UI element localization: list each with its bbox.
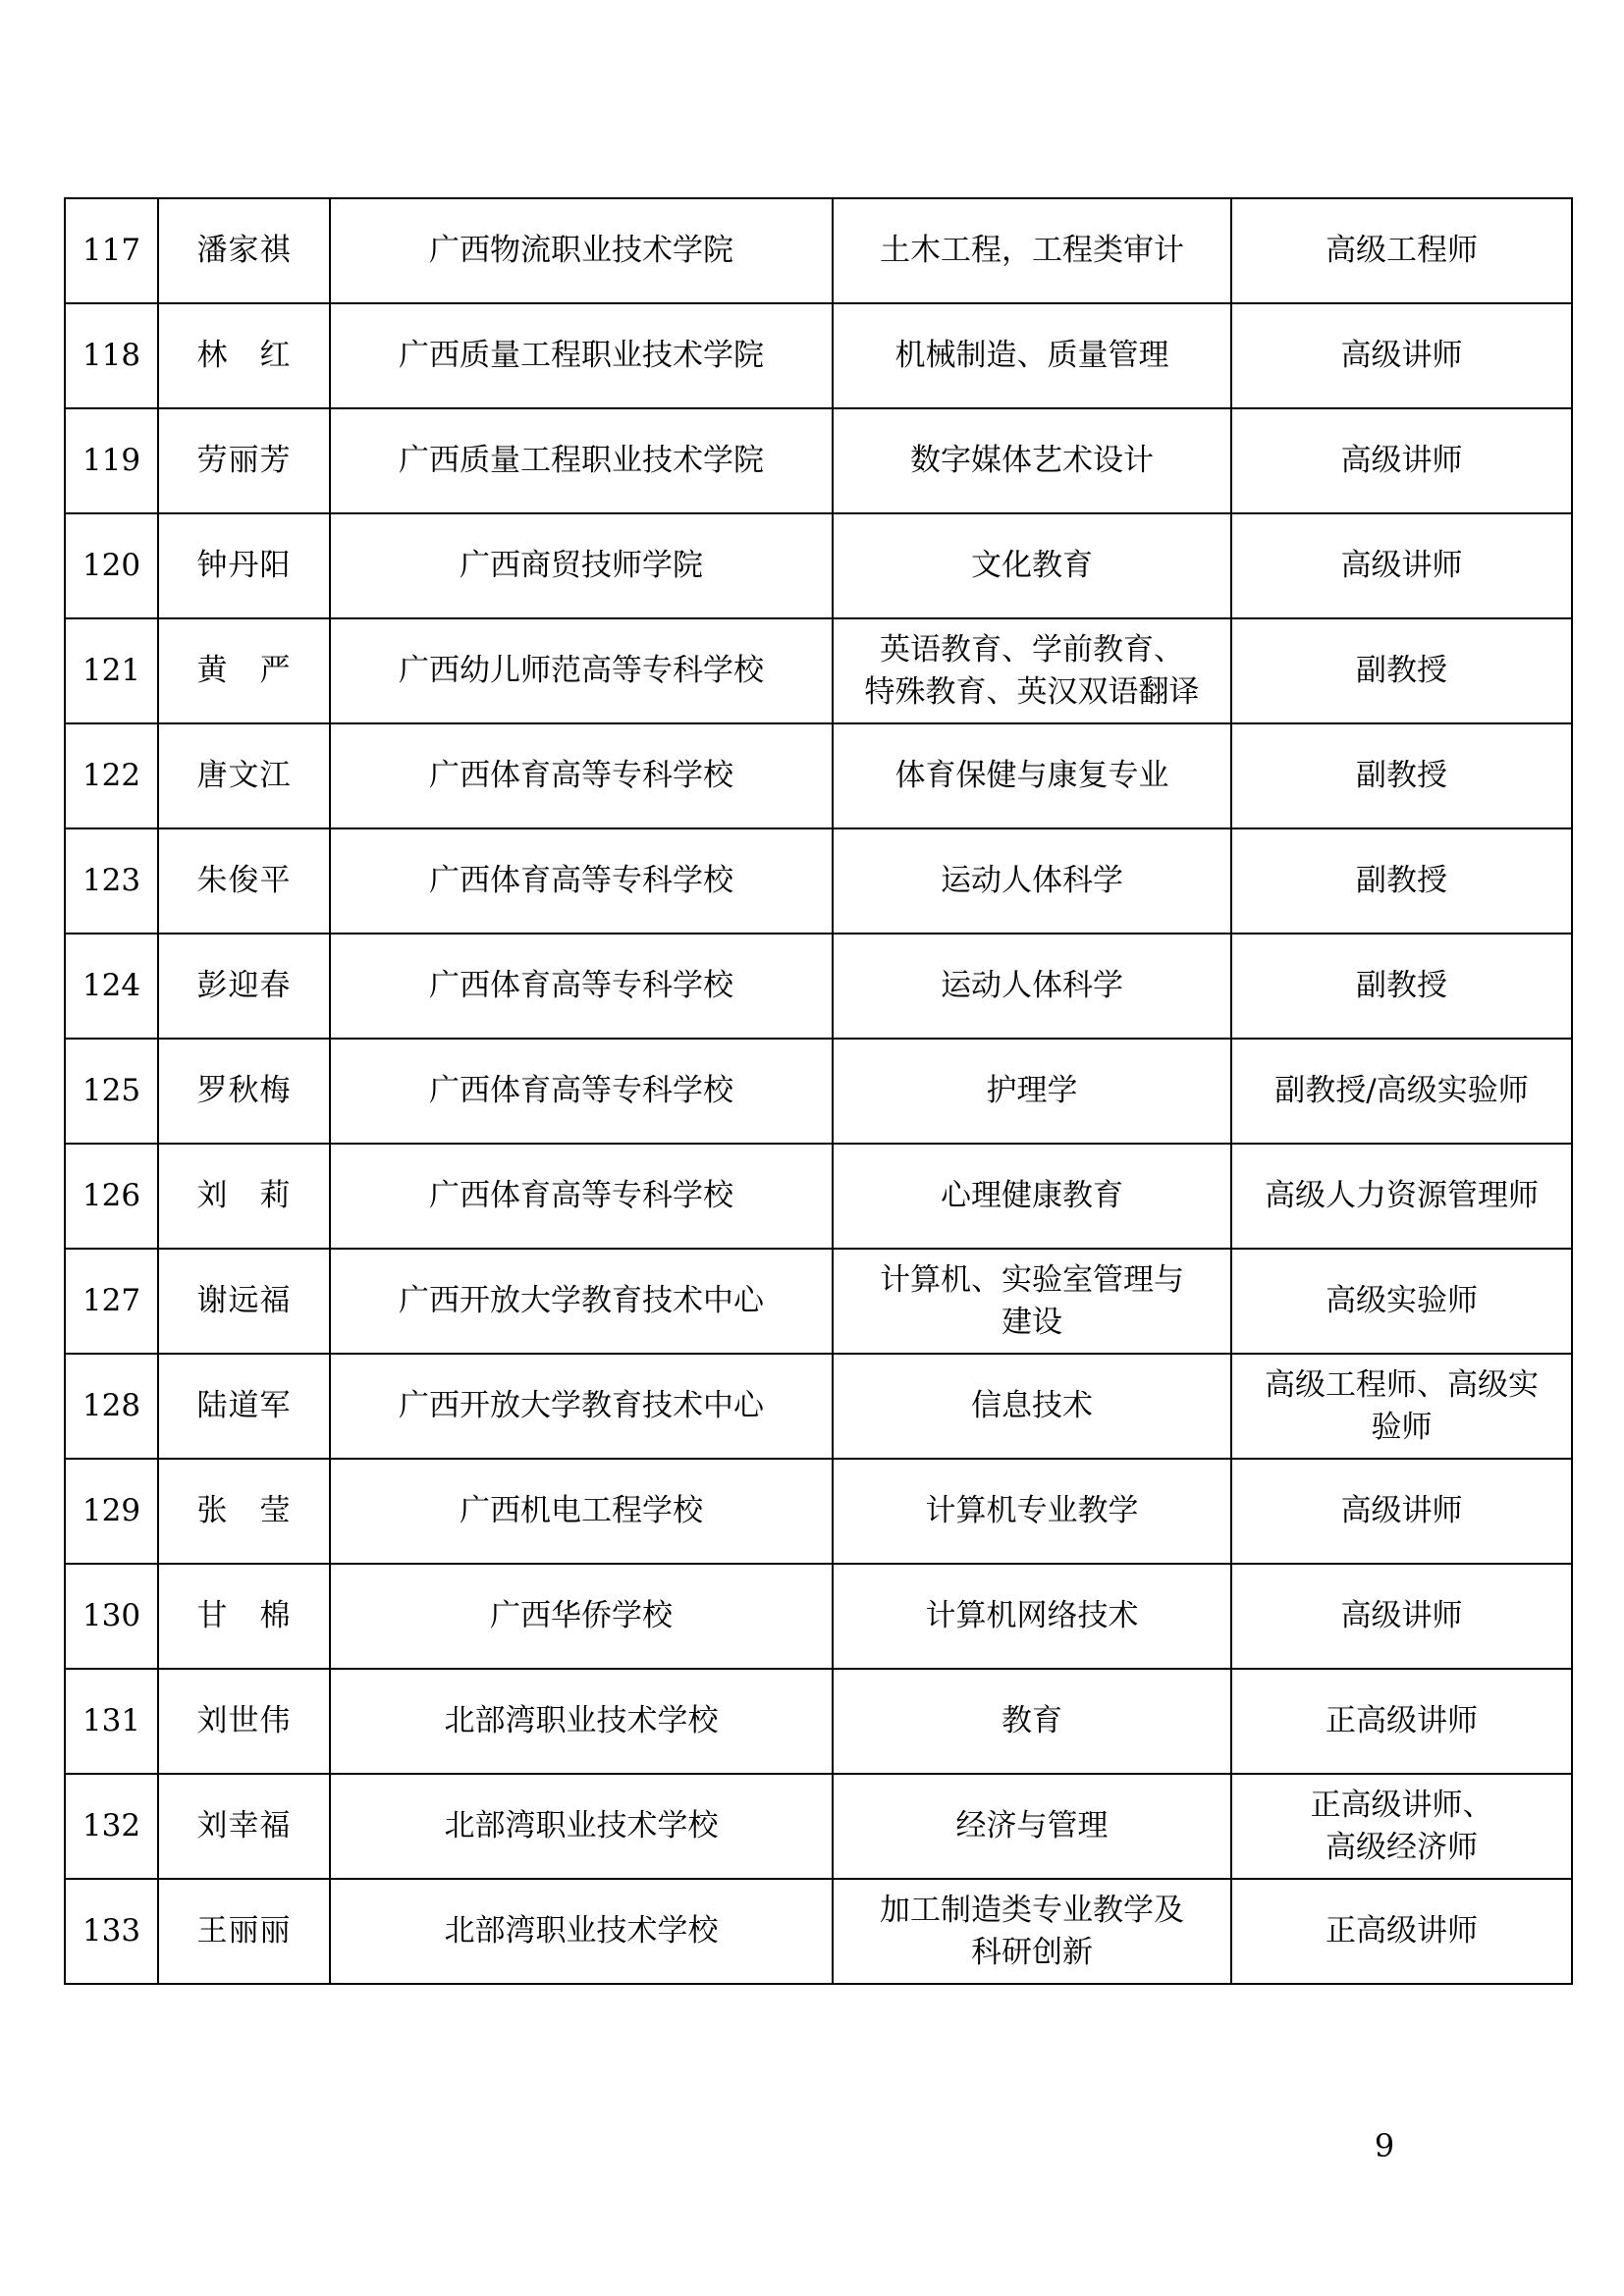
person-name-cell: 林 红 (158, 303, 330, 408)
professional-title-cell: 高级实验师 (1231, 1249, 1572, 1354)
row-number-cell: 125 (65, 1039, 158, 1144)
roster-table (64, 197, 1573, 1985)
professional-title-cell: 副教授 (1231, 934, 1572, 1039)
person-name-cell: 甘 棉 (158, 1564, 330, 1669)
table-row (65, 198, 1572, 303)
table-row (65, 1144, 1572, 1249)
row-number-cell: 124 (65, 934, 158, 1039)
major-cell: 运动人体科学 (833, 934, 1231, 1039)
major-cell: 护理学 (833, 1039, 1231, 1144)
table-row (65, 1354, 1572, 1459)
major-cell: 教育 (833, 1669, 1231, 1774)
person-name-cell: 潘家祺 (158, 198, 330, 303)
table-row (65, 408, 1572, 513)
school-cell: 广西幼儿师范高等专科学校 (330, 618, 833, 723)
school-cell: 广西质量工程职业技术学院 (330, 408, 833, 513)
table-row (65, 1564, 1572, 1669)
person-name-cell: 彭迎春 (158, 934, 330, 1039)
row-number-cell: 118 (65, 303, 158, 408)
professional-title-cell: 副教授 (1231, 723, 1572, 828)
row-number-cell: 121 (65, 618, 158, 723)
professional-title-cell: 高级讲师 (1231, 1459, 1572, 1564)
row-number-cell: 120 (65, 513, 158, 618)
table-row (65, 828, 1572, 934)
person-name-cell: 唐文江 (158, 723, 330, 828)
major-cell: 加工制造类专业教学及 科研创新 (833, 1879, 1231, 1984)
professional-title-cell: 高级工程师 (1231, 198, 1572, 303)
professional-title-cell: 高级讲师 (1231, 303, 1572, 408)
major-cell: 体育保健与康复专业 (833, 723, 1231, 828)
table-row (65, 1459, 1572, 1564)
table-row (65, 1879, 1572, 1984)
row-number-cell: 133 (65, 1879, 158, 1984)
major-cell: 经济与管理 (833, 1774, 1231, 1879)
row-number-cell: 130 (65, 1564, 158, 1669)
school-cell: 广西体育高等专科学校 (330, 828, 833, 934)
school-cell: 广西华侨学校 (330, 1564, 833, 1669)
person-name-cell: 刘 莉 (158, 1144, 330, 1249)
school-cell: 北部湾职业技术学校 (330, 1669, 833, 1774)
professional-title-cell: 高级讲师 (1231, 513, 1572, 618)
row-number-cell: 117 (65, 198, 158, 303)
professional-title-cell: 副教授/高级实验师 (1231, 1039, 1572, 1144)
school-cell: 广西体育高等专科学校 (330, 723, 833, 828)
school-cell: 广西体育高等专科学校 (330, 934, 833, 1039)
major-cell: 心理健康教育 (833, 1144, 1231, 1249)
row-number-cell: 123 (65, 828, 158, 934)
major-cell: 数字媒体艺术设计 (833, 408, 1231, 513)
major-cell: 英语教育、学前教育、 特殊教育、英汉双语翻译 (833, 618, 1231, 723)
table-row (65, 934, 1572, 1039)
professional-title-cell: 高级讲师 (1231, 1564, 1572, 1669)
table-row (65, 618, 1572, 723)
row-number-cell: 129 (65, 1459, 158, 1564)
page-number: 9 (1374, 2127, 1395, 2164)
school-cell: 广西物流职业技术学院 (330, 198, 833, 303)
row-number-cell: 131 (65, 1669, 158, 1774)
school-cell: 广西体育高等专科学校 (330, 1144, 833, 1249)
table-row (65, 1774, 1572, 1879)
professional-title-cell: 高级人力资源管理师 (1231, 1144, 1572, 1249)
professional-title-cell: 高级工程师、高级实 验师 (1231, 1354, 1572, 1459)
professional-title-cell: 副教授 (1231, 828, 1572, 934)
table-row (65, 303, 1572, 408)
major-cell: 计算机网络技术 (833, 1564, 1231, 1669)
school-cell: 广西商贸技师学院 (330, 513, 833, 618)
row-number-cell: 122 (65, 723, 158, 828)
major-cell: 计算机专业教学 (833, 1459, 1231, 1564)
major-cell: 运动人体科学 (833, 828, 1231, 934)
roster-table-body (65, 198, 1572, 1984)
school-cell: 北部湾职业技术学校 (330, 1774, 833, 1879)
professional-title-cell: 正高级讲师 (1231, 1669, 1572, 1774)
table-row (65, 513, 1572, 618)
school-cell: 广西质量工程职业技术学院 (330, 303, 833, 408)
table-row (65, 1039, 1572, 1144)
school-cell: 广西机电工程学校 (330, 1459, 833, 1564)
major-cell: 文化教育 (833, 513, 1231, 618)
person-name-cell: 朱俊平 (158, 828, 330, 934)
table-row (65, 1249, 1572, 1354)
major-cell: 土木工程，工程类审计 (833, 198, 1231, 303)
person-name-cell: 罗秋梅 (158, 1039, 330, 1144)
person-name-cell: 刘幸福 (158, 1774, 330, 1879)
table-row (65, 1669, 1572, 1774)
row-number-cell: 119 (65, 408, 158, 513)
school-cell: 广西开放大学教育技术中心 (330, 1354, 833, 1459)
person-name-cell: 刘世伟 (158, 1669, 330, 1774)
person-name-cell: 钟丹阳 (158, 513, 330, 618)
professional-title-cell: 高级讲师 (1231, 408, 1572, 513)
person-name-cell: 王丽丽 (158, 1879, 330, 1984)
row-number-cell: 128 (65, 1354, 158, 1459)
person-name-cell: 黄 严 (158, 618, 330, 723)
professional-title-cell: 副教授 (1231, 618, 1572, 723)
major-cell: 计算机、实验室管理与 建设 (833, 1249, 1231, 1354)
school-cell: 广西体育高等专科学校 (330, 1039, 833, 1144)
table-row (65, 723, 1572, 828)
professional-title-cell: 正高级讲师、 高级经济师 (1231, 1774, 1572, 1879)
person-name-cell: 劳丽芳 (158, 408, 330, 513)
professional-title-cell: 正高级讲师 (1231, 1879, 1572, 1984)
row-number-cell: 132 (65, 1774, 158, 1879)
school-cell: 北部湾职业技术学校 (330, 1879, 833, 1984)
school-cell: 广西开放大学教育技术中心 (330, 1249, 833, 1354)
person-name-cell: 张 莹 (158, 1459, 330, 1564)
person-name-cell: 陆道军 (158, 1354, 330, 1459)
person-name-cell: 谢远福 (158, 1249, 330, 1354)
major-cell: 机械制造、质量管理 (833, 303, 1231, 408)
major-cell: 信息技术 (833, 1354, 1231, 1459)
row-number-cell: 126 (65, 1144, 158, 1249)
row-number-cell: 127 (65, 1249, 158, 1354)
